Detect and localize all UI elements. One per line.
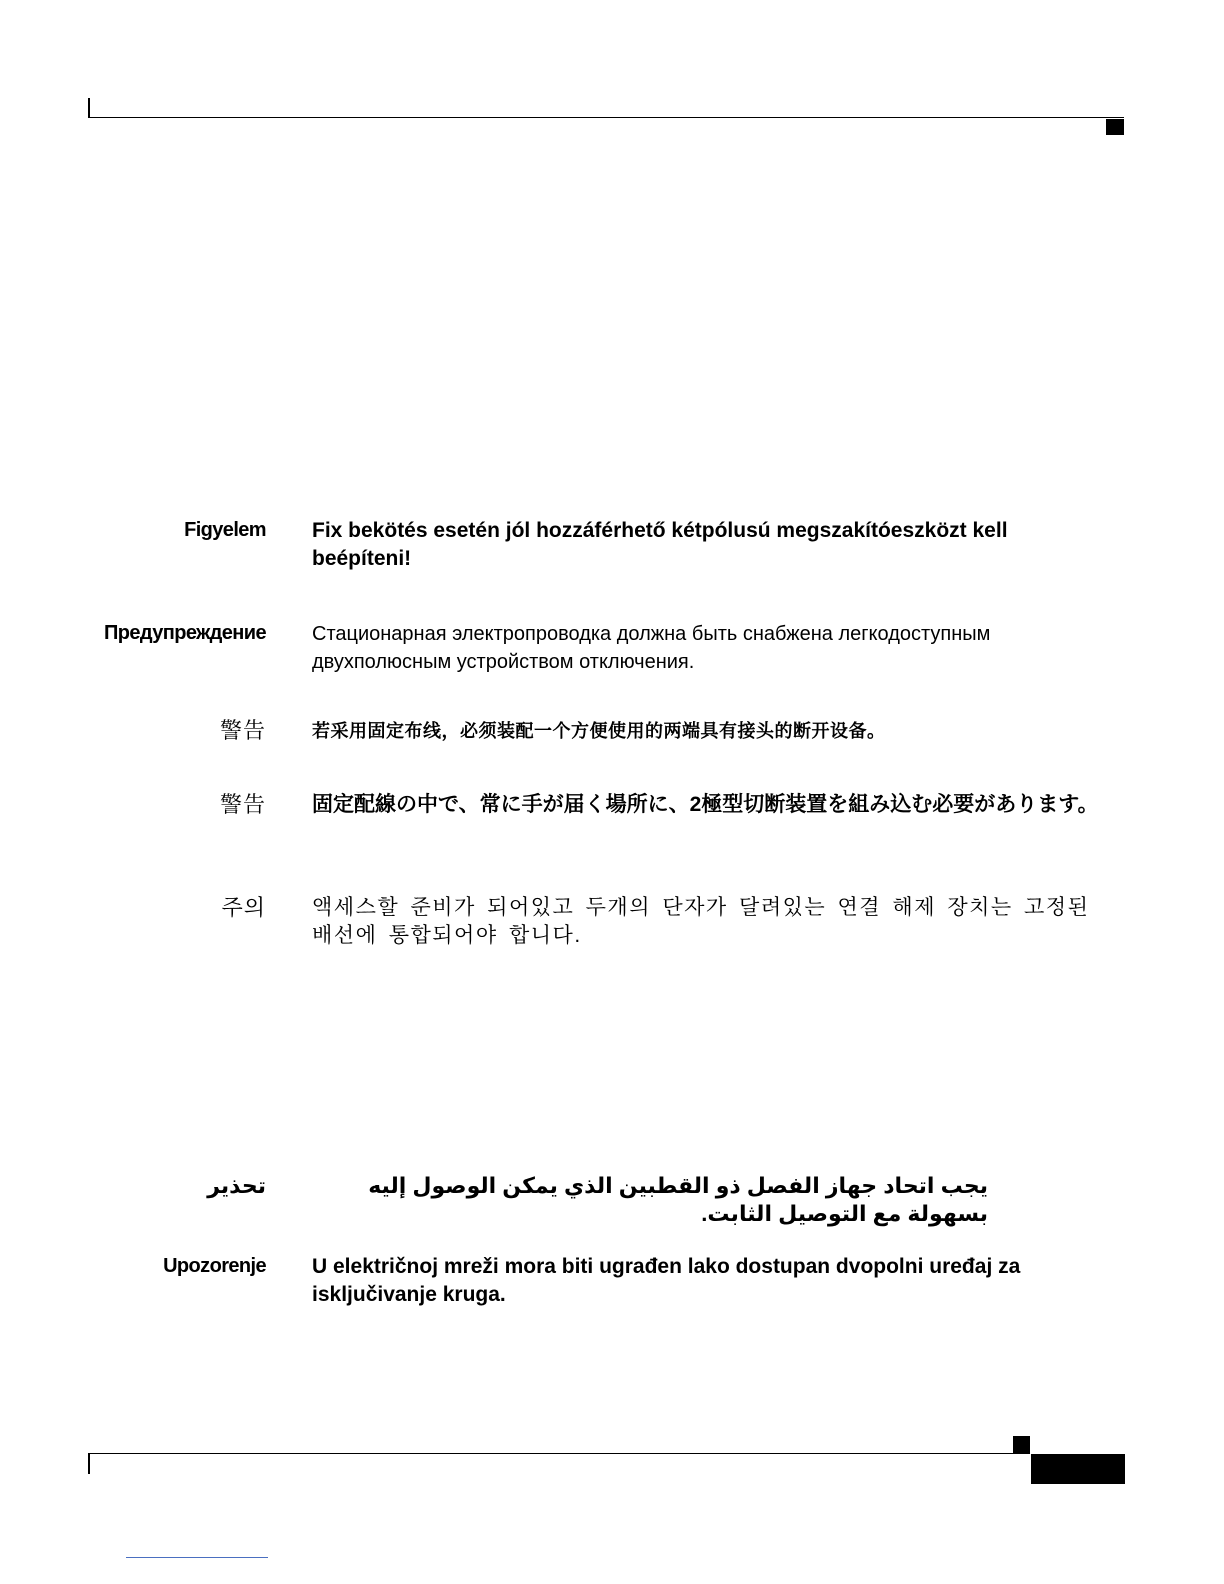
footer-marker-square: [1013, 1436, 1030, 1453]
warning-text-chinese: 若采用固定布线，必须装配一个方便使用的两端具有接头的断开设备。: [312, 721, 886, 741]
footer-rule: [88, 1453, 1030, 1454]
warning-label-korean: 주의: [221, 895, 266, 920]
warning-text-russian: Стационарная электропроводка должна быть снабжена легкодоступным двухполюсным устройством отключения.: [312, 623, 991, 673]
warning-text-hungarian: Fix bekötés esetén jól hozzáférhető kétpólusú megszakítóeszközt kell beépíteni!: [312, 519, 1008, 570]
warning-label-russian: Предупреждение: [103, 622, 266, 644]
warning-label-arabic: تحذير: [207, 1173, 266, 1198]
warning-label-japanese: 警告: [219, 792, 266, 817]
header-left-tick: [88, 98, 90, 118]
header-rule: [88, 117, 1124, 118]
footer-left-tick: [88, 1454, 90, 1474]
header-marker-square: [1106, 119, 1124, 135]
warning-text-croatian: U električnoj mreži mora biti ugrađen lako dostupan dvopolni uređaj za isključivanje kruga.: [312, 1255, 1021, 1306]
warning-text-japanese: 固定配線の中で、常に手が届く場所に、2極型切断装置を組み込む必要があります。: [312, 793, 1099, 816]
warning-label-chinese: 警告: [219, 718, 266, 743]
warning-text-arabic: يجب اتحاد جهاز الفصل ذو القطبين الذي يمكن الوصول إليه بسهولة مع التوصيل الثابت.: [368, 1173, 988, 1226]
warning-label-hungarian: Figyelem: [184, 519, 266, 541]
warning-label-croatian: Upozorenje: [163, 1255, 266, 1277]
footer-page-tab: [1031, 1454, 1125, 1484]
warning-text-korean: 액세스할 준비가 되어있고 두개의 단자가 달려있는 연결 해제 장치는 고정된 배선에 통합되어야 합니다.: [312, 896, 1090, 947]
footer-link-underline[interactable]: [126, 1557, 268, 1558]
